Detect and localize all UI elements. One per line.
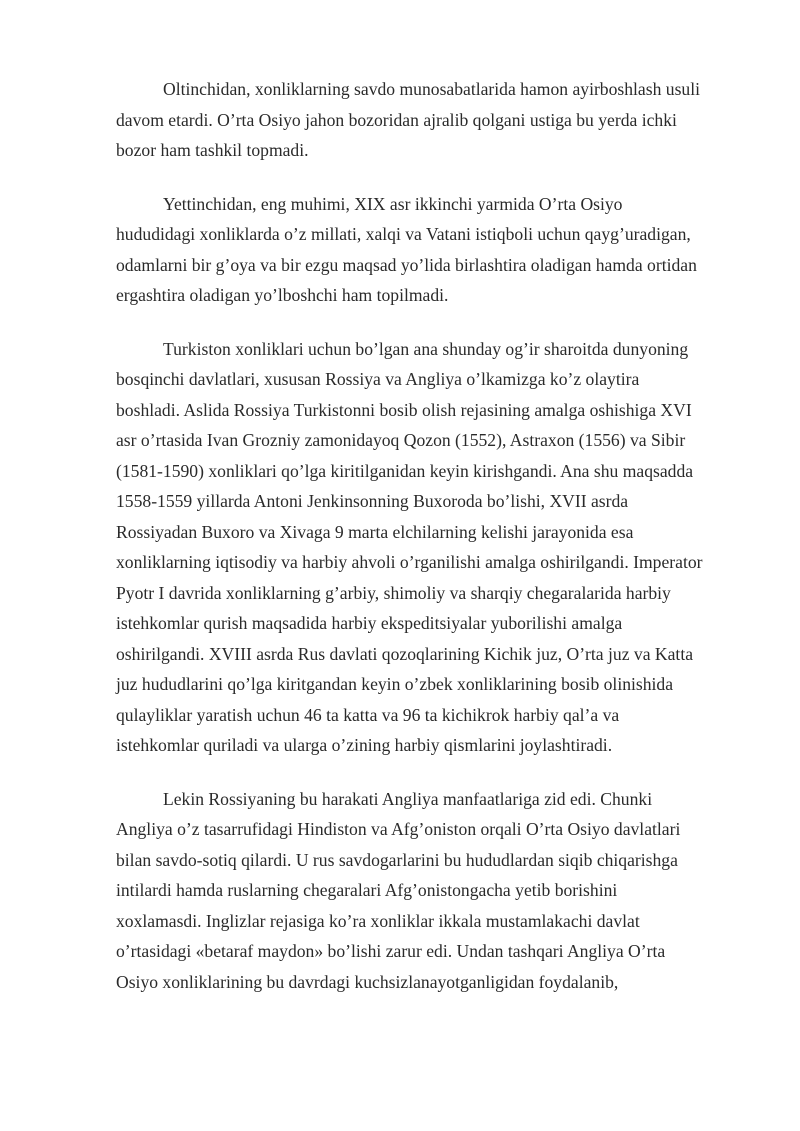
text-line: xoxlamasdi. Inglizlar rejasiga ko’ra xonliklar ikkala mustamlakachi davlat — [116, 910, 640, 931]
text-line: oshirilgandi. XVIII asrda Rus davlati qozoqlarining Kichik juz, O’rta juz va Katta — [116, 643, 694, 664]
text-line: ergashtira oladigan yo’lboshchi ham topilmadi. — [116, 285, 449, 305]
paragraph-4 — [116, 784, 738, 998]
text-line: davom etardi. O’rta Osiyo jahon bozoridan ajralib qolgani ustiga bu yerda ichki — [116, 109, 677, 130]
text-line: qulayliklar yaratish uchun 46 ta katta va 96 ta kichikrok harbiy qal’a va — [116, 704, 620, 725]
text-line: Osiyo xonliklarining bu davrdagi kuchsizlanayotganligidan foydalanib, — [116, 971, 619, 992]
text-line: juz hududlarini qo’lga kiritgandan keyin o’zbek xonliklarining bosib olinishida — [116, 674, 674, 694]
text-line: o’rtasidagi «betaraf maydon» bo’lishi zarur edi. Undan tashqari Angliya O’rta — [116, 941, 666, 961]
text-line: boshladi. Aslida Rossiya Turkistonni bosib olish rejasining amalga oshishiga XVI — [116, 399, 692, 420]
paragraph-1 — [116, 74, 738, 166]
text-line: Pyotr I davrida xonliklarning g’arbiy, shimoliy va sharqiy chegaralarida harbiy — [116, 582, 671, 603]
paragraph-3 — [116, 334, 738, 761]
text-line: bozor ham tashkil topmadi. — [116, 140, 309, 160]
text-line: Oltinchidan, xonliklarning savdo munosabatlarida hamon ayirboshlash usuli — [163, 79, 701, 99]
text-line: bilan savdo-sotiq qilardi. U rus savdogarlarini bu hududlardan siqib chiqarishga — [116, 849, 678, 870]
text-line: (1581-1590) xonliklari qo’lga kiritilganidan keyin kirishgandi. Ana shu maqsadda — [116, 460, 694, 481]
text-line: 1558-1559 yillarda Antoni Jenkinsonning Buxoroda bo’lishi, XVII asrda — [116, 491, 629, 511]
text-line: hududidagi xonliklarda o’z millati, xalqi va Vatani istiqboli uchun qayg’uradigan, — [116, 224, 691, 244]
text-line: istehkomlar quriladi va ularga o’zining harbiy qismlarini joylashtiradi. — [116, 735, 613, 755]
text-line: asr o’rtasida Ivan Grozniy zamonidayoq Qozon (1552), Astraxon (1556) va Sibir — [116, 430, 686, 450]
text-line: Angliya o’z tasarrufidagi Hindiston va Afg’oniston orqali O’rta Osiyo davlatlari — [116, 819, 681, 839]
text-line: intilardi hamda ruslarning chegaralari Afg’onistongacha yetib borishini — [116, 880, 618, 900]
text-line: istehkomlar qurish maqsadida harbiy ekspeditsiyalar yuborilishi amalga — [116, 613, 623, 633]
paragraph-2 — [116, 189, 738, 311]
text-line: Lekin Rossiyaning bu harakati Angliya manfaatlariga zid edi. Chunki — [163, 788, 653, 809]
text-line: Yettinchidan, eng muhimi, XIX asr ikkinchi yarmida O’rta Osiyo — [163, 193, 623, 214]
text-line: odamlarni bir g’oya va bir ezgu maqsad yo’lida birlashtira oladigan hamda ortidan — [116, 254, 697, 275]
text-line: Turkiston xonliklari uchun bo’lgan ana shunday og’ir sharoitda dunyoning — [163, 338, 689, 359]
text-line: Rossiyadan Buxoro va Xivaga 9 marta elchilarning kelishi jarayonida esa — [116, 521, 634, 542]
text-line: xonliklarning iqtisodiy va harbiy ahvoli o’rganilishi amalga oshirilgandi. Imperator — [116, 552, 703, 572]
text-line: bosqinchi davlatlari, xususan Rossiya va Angliya o’lkamizga ko’z olaytira — [116, 369, 640, 389]
